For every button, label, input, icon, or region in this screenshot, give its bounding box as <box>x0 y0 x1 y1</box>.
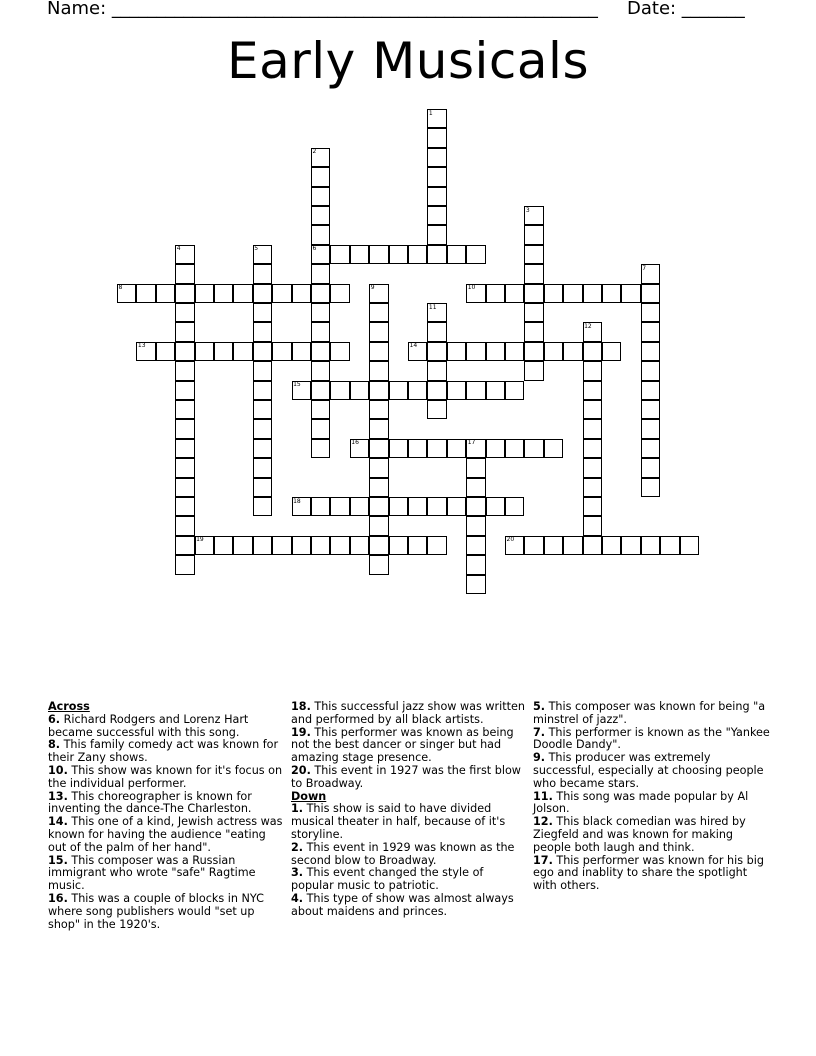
grid-cell[interactable] <box>408 497 427 516</box>
grid-cell[interactable] <box>389 245 408 264</box>
grid-cell[interactable] <box>563 342 582 361</box>
clue-text: This performer is known as the "Yankee Doodle Dandy". <box>533 725 770 752</box>
grid-cell[interactable] <box>175 419 194 438</box>
grid-cell[interactable] <box>602 536 621 555</box>
grid-cell[interactable] <box>524 536 543 555</box>
grid-cell[interactable] <box>427 245 446 264</box>
clue-text: This choreographer is known for inventing the dance-The Charleston. <box>48 789 252 816</box>
grid-cell[interactable] <box>330 497 349 516</box>
grid-cell[interactable] <box>253 419 272 438</box>
grid-cell[interactable] <box>369 245 388 264</box>
grid-cell[interactable] <box>253 322 272 341</box>
clue-item <box>291 867 529 893</box>
clue-text: This producer was extremely successful, especially at choosing people who became stars. <box>533 751 764 790</box>
clue-number-label: 20 <box>506 536 515 544</box>
grid-cell[interactable] <box>641 381 660 400</box>
grid-cell[interactable] <box>369 439 388 458</box>
grid-cell[interactable] <box>505 342 524 361</box>
grid-cell[interactable] <box>253 439 272 458</box>
grid-cell[interactable] <box>486 284 505 303</box>
clue-item <box>533 727 771 753</box>
grid-cell[interactable] <box>175 284 194 303</box>
clue-item <box>48 714 286 740</box>
clue-number: 13. <box>48 789 68 803</box>
grid-cell[interactable] <box>621 536 640 555</box>
grid-cell[interactable] <box>253 400 272 419</box>
grid-cell[interactable] <box>583 342 602 361</box>
grid-cell[interactable] <box>175 536 194 555</box>
grid-cell[interactable] <box>311 400 330 419</box>
grid-cell[interactable] <box>272 284 291 303</box>
clue-text: This show was known for it's focus on the individual performer. <box>48 763 283 790</box>
grid-cell[interactable] <box>427 128 446 147</box>
grid-cell[interactable] <box>350 245 369 264</box>
grid-cell[interactable] <box>427 536 446 555</box>
grid-cell[interactable] <box>311 167 330 186</box>
grid-cell[interactable] <box>369 419 388 438</box>
grid-cell[interactable] <box>292 536 311 555</box>
grid-cell[interactable] <box>175 342 194 361</box>
grid-cell[interactable] <box>621 284 640 303</box>
grid-cell[interactable] <box>486 342 505 361</box>
clue-number-label: 6 <box>312 245 317 253</box>
clue-number: 8. <box>48 738 61 752</box>
grid-cell[interactable] <box>233 536 252 555</box>
grid-cell[interactable] <box>524 245 543 264</box>
grid-cell[interactable] <box>369 478 388 497</box>
clue-number: 3. <box>291 866 304 880</box>
clue-number-label: 8 <box>118 284 123 292</box>
puzzle-title: Early Musicals <box>226 32 589 90</box>
clue-text: This family comedy act was known for their Zany shows. <box>48 738 279 765</box>
clue-number-label: 11 <box>428 303 437 311</box>
clue-number-label: 16 <box>351 439 359 447</box>
grid-cell[interactable] <box>195 342 214 361</box>
grid-cell[interactable] <box>583 419 602 438</box>
clue-number: 2. <box>291 840 304 854</box>
grid-cell[interactable] <box>233 284 252 303</box>
grid-cell[interactable] <box>214 536 233 555</box>
date-field: Date: _______ <box>627 0 745 19</box>
clue-number-label: 17 <box>467 439 476 447</box>
grid-cell[interactable] <box>156 342 175 361</box>
grid-cell[interactable] <box>253 284 272 303</box>
grid-cell[interactable] <box>389 536 408 555</box>
grid-cell[interactable] <box>544 342 563 361</box>
clue-number: 18. <box>291 700 311 713</box>
clue-number: 12. <box>533 815 553 829</box>
clue-text: This composer was a Russian immigrant who wrote "safe" Ragtime music. <box>48 853 256 893</box>
grid-cell[interactable] <box>311 187 330 206</box>
grid-cell[interactable] <box>583 439 602 458</box>
grid-cell[interactable] <box>641 400 660 419</box>
clue-item <box>291 701 529 727</box>
grid-cell[interactable] <box>330 245 349 264</box>
grid-cell[interactable] <box>175 458 194 477</box>
grid-cell[interactable] <box>292 342 311 361</box>
clue-number-label: 2 <box>312 148 317 156</box>
clue-item <box>533 816 771 854</box>
clue-number: 10. <box>48 763 68 777</box>
clue-item <box>48 765 286 791</box>
grid-cell[interactable] <box>330 284 349 303</box>
grid-cell[interactable] <box>408 245 427 264</box>
clue-text: This composer was known for being "a minstrel of jazz". <box>533 700 766 726</box>
clue-number: 15. <box>48 853 68 867</box>
grid-cell[interactable] <box>175 361 194 380</box>
clue-item <box>291 727 529 765</box>
grid-cell[interactable] <box>466 555 485 574</box>
clue-number: 1. <box>291 802 304 816</box>
grid-cell[interactable] <box>466 478 485 497</box>
grid-cell[interactable] <box>427 342 446 361</box>
grid-cell[interactable] <box>524 264 543 283</box>
grid-cell[interactable] <box>563 536 582 555</box>
grid-cell[interactable] <box>466 497 485 516</box>
clue-text: This type of show was almost always about maidens and princes. <box>291 891 514 918</box>
grid-cell[interactable] <box>253 342 272 361</box>
grid-cell[interactable] <box>563 284 582 303</box>
clue-number: 17. <box>533 853 553 867</box>
grid-cell[interactable] <box>524 361 543 380</box>
grid-cell[interactable] <box>311 322 330 341</box>
clue-item <box>48 893 286 931</box>
grid-cell[interactable] <box>427 361 446 380</box>
clue-number-label: 5 <box>254 245 259 253</box>
clue-item <box>291 765 529 791</box>
clue-number-label: 7 <box>642 264 647 272</box>
grid-cell[interactable] <box>214 284 233 303</box>
grid-cell[interactable] <box>486 439 505 458</box>
grid-cell[interactable] <box>583 361 602 380</box>
grid-cell[interactable] <box>524 303 543 322</box>
clue-text: This performer was known as being not the best dancer or singer but had amazing stage presence. <box>291 725 514 765</box>
grid-cell[interactable] <box>544 439 563 458</box>
grid-cell[interactable] <box>369 400 388 419</box>
grid-cell[interactable] <box>175 264 194 283</box>
grid-cell[interactable] <box>524 225 543 244</box>
clue-number-label: 15 <box>293 381 301 389</box>
grid-cell[interactable] <box>369 361 388 380</box>
grid-cell[interactable] <box>602 284 621 303</box>
clues-column-2 <box>291 701 529 919</box>
grid-cell[interactable] <box>427 225 446 244</box>
clue-text: This event in 1927 was the first blow to Broadway. <box>291 763 521 790</box>
grid-cell[interactable] <box>253 478 272 497</box>
grid-cell[interactable] <box>544 536 563 555</box>
clue-number-label: 10 <box>467 284 476 292</box>
grid-cell[interactable] <box>311 536 330 555</box>
grid-cell[interactable] <box>408 439 427 458</box>
grid-cell[interactable] <box>427 167 446 186</box>
grid-cell[interactable] <box>524 342 543 361</box>
grid-cell[interactable] <box>524 439 543 458</box>
grid-cell[interactable] <box>369 555 388 574</box>
grid-cell[interactable] <box>583 458 602 477</box>
grid-cell[interactable] <box>311 264 330 283</box>
clue-item <box>48 791 286 817</box>
grid-cell[interactable] <box>175 555 194 574</box>
grid-cell[interactable] <box>389 381 408 400</box>
clue-item <box>533 855 771 893</box>
grid-cell[interactable] <box>447 497 466 516</box>
grid-cell[interactable] <box>253 381 272 400</box>
grid-cell[interactable] <box>583 284 602 303</box>
clue-item <box>48 816 286 854</box>
grid-cell[interactable] <box>641 361 660 380</box>
grid-cell[interactable] <box>311 381 330 400</box>
grid-cell[interactable] <box>505 381 524 400</box>
clues-column-3 <box>533 701 771 893</box>
clue-number: 16. <box>48 891 68 905</box>
grid-cell[interactable] <box>641 478 660 497</box>
grid-cell[interactable] <box>466 575 485 594</box>
grid-cell[interactable] <box>447 342 466 361</box>
grid-cell[interactable] <box>602 342 621 361</box>
grid-cell[interactable] <box>175 497 194 516</box>
clue-number-label: 3 <box>525 206 530 214</box>
clue-number-label: 1 <box>428 109 433 117</box>
grid-cell[interactable] <box>583 497 602 516</box>
grid-cell[interactable] <box>641 303 660 322</box>
grid-cell[interactable] <box>369 516 388 535</box>
clue-number: 6. <box>48 712 61 726</box>
clue-number-label: 4 <box>176 245 181 253</box>
clue-text: This event changed the style of popular music to patriotic. <box>291 866 484 893</box>
grid-cell[interactable] <box>311 439 330 458</box>
grid-cell[interactable] <box>486 381 505 400</box>
grid-cell[interactable] <box>253 303 272 322</box>
grid-cell[interactable] <box>272 342 291 361</box>
clue-item <box>48 739 286 765</box>
clue-text: This event in 1929 was known as the second blow to Broadway. <box>291 840 515 867</box>
clue-text: This was a couple of blocks in NYC where song publishers would "set up shop" in the 1920's. <box>48 891 264 931</box>
grid-cell[interactable] <box>544 284 563 303</box>
grid-cell[interactable] <box>427 439 446 458</box>
grid-cell[interactable] <box>311 225 330 244</box>
grid-cell[interactable] <box>311 206 330 225</box>
grid-cell[interactable] <box>253 264 272 283</box>
clue-item <box>291 842 529 868</box>
grid-cell[interactable] <box>369 458 388 477</box>
grid-cell[interactable] <box>156 284 175 303</box>
grid-cell[interactable] <box>641 322 660 341</box>
grid-cell[interactable] <box>330 536 349 555</box>
clue-item <box>533 701 771 727</box>
grid-cell[interactable] <box>583 381 602 400</box>
grid-cell[interactable] <box>427 400 446 419</box>
clue-section-heading: Across <box>48 700 90 713</box>
clue-number: 19. <box>291 725 311 739</box>
clue-section-heading: Down <box>291 789 327 803</box>
grid-cell[interactable] <box>369 322 388 341</box>
grid-cell[interactable] <box>427 497 446 516</box>
grid-cell[interactable] <box>175 303 194 322</box>
grid-cell[interactable] <box>524 322 543 341</box>
grid-cell[interactable] <box>253 361 272 380</box>
grid-cell[interactable] <box>214 342 233 361</box>
clue-item <box>533 791 771 817</box>
clue-number-label: 14 <box>409 342 418 350</box>
grid-cell[interactable] <box>583 536 602 555</box>
grid-cell[interactable] <box>641 284 660 303</box>
clue-text: Richard Rodgers and Lorenz Hart became successful with this song. <box>48 712 249 739</box>
grid-cell[interactable] <box>486 497 505 516</box>
grid-cell[interactable] <box>195 284 214 303</box>
clue-number: 20. <box>291 763 311 777</box>
grid-cell[interactable] <box>233 342 252 361</box>
clue-item <box>291 803 529 841</box>
grid-cell[interactable] <box>408 381 427 400</box>
grid-cell[interactable] <box>505 439 524 458</box>
clue-text: This performer was known for his big ego and inablity to share the spotlight with others. <box>533 853 764 893</box>
grid-cell[interactable] <box>311 342 330 361</box>
clue-item <box>533 752 771 790</box>
clue-item <box>48 855 286 893</box>
grid-cell[interactable] <box>505 497 524 516</box>
clue-number: 7. <box>533 725 546 739</box>
clue-number-label: 12 <box>584 322 592 330</box>
grid-cell[interactable] <box>427 187 446 206</box>
grid-cell[interactable] <box>641 419 660 438</box>
clue-text: This black comedian was hired by Ziegfeld and was known for making people both laugh and think. <box>533 815 746 854</box>
grid-cell[interactable] <box>330 381 349 400</box>
grid-cell[interactable] <box>427 206 446 225</box>
grid-cell[interactable] <box>311 361 330 380</box>
grid-cell[interactable] <box>272 536 291 555</box>
clue-number-label: 18 <box>293 497 301 505</box>
clue-text: This show is said to have divided musical theater in half, because of it's storyline. <box>291 802 506 841</box>
grid-cell[interactable] <box>427 148 446 167</box>
grid-cell[interactable] <box>466 342 485 361</box>
grid-cell[interactable] <box>505 284 524 303</box>
grid-cell[interactable] <box>447 381 466 400</box>
grid-cell[interactable] <box>641 458 660 477</box>
grid-cell[interactable] <box>369 536 388 555</box>
grid-cell[interactable] <box>641 439 660 458</box>
clue-number-label: 19 <box>196 536 204 544</box>
grid-cell[interactable] <box>583 478 602 497</box>
grid-cell[interactable] <box>427 381 446 400</box>
clue-item <box>291 893 529 919</box>
grid-cell[interactable] <box>350 381 369 400</box>
grid-cell[interactable] <box>292 284 311 303</box>
grid-cell[interactable] <box>466 458 485 477</box>
grid-cell[interactable] <box>389 497 408 516</box>
grid-cell[interactable] <box>253 536 272 555</box>
grid-cell[interactable] <box>389 439 408 458</box>
clue-text: This song was made popular by Al Jolson. <box>533 789 749 816</box>
grid-cell[interactable] <box>175 478 194 497</box>
grid-cell[interactable] <box>253 458 272 477</box>
clue-number: 14. <box>48 815 68 829</box>
grid-cell[interactable] <box>583 400 602 419</box>
clues-column-1 <box>48 701 286 931</box>
grid-cell[interactable] <box>311 303 330 322</box>
clue-number: 5. <box>533 700 546 713</box>
name-field: Name: ______________________________________________________ <box>47 0 598 19</box>
grid-cell[interactable] <box>311 419 330 438</box>
grid-cell[interactable] <box>466 536 485 555</box>
grid-cell[interactable] <box>369 303 388 322</box>
grid-cell[interactable] <box>136 284 155 303</box>
grid-cell[interactable] <box>253 497 272 516</box>
grid-cell[interactable] <box>680 536 699 555</box>
grid-cell[interactable] <box>330 342 349 361</box>
grid-cell[interactable] <box>369 381 388 400</box>
clue-text: This successful jazz show was written and performed by all black artists. <box>291 700 525 726</box>
grid-cell[interactable] <box>175 381 194 400</box>
grid-cell[interactable] <box>311 497 330 516</box>
grid-cell[interactable] <box>175 439 194 458</box>
grid-cell[interactable] <box>175 516 194 535</box>
grid-cell[interactable] <box>583 516 602 535</box>
grid-cell[interactable] <box>641 342 660 361</box>
clue-number: 9. <box>533 751 546 765</box>
grid-cell[interactable] <box>641 536 660 555</box>
grid-cell[interactable] <box>660 536 679 555</box>
clue-number-label: 13 <box>137 342 146 350</box>
clue-number: 4. <box>291 891 304 905</box>
grid-cell[interactable] <box>466 381 485 400</box>
grid-cell[interactable] <box>350 536 369 555</box>
grid-cell[interactable] <box>466 245 485 264</box>
grid-cell[interactable] <box>175 400 194 419</box>
grid-cell[interactable] <box>447 245 466 264</box>
grid-cell[interactable] <box>350 497 369 516</box>
clue-number-label: 9 <box>370 284 375 292</box>
clue-text: This one of a kind, Jewish actress was known for having the audience "eating out of the palm of her hand". <box>48 815 283 854</box>
grid-cell[interactable] <box>408 536 427 555</box>
clue-number: 11. <box>533 789 553 803</box>
grid-cell[interactable] <box>466 516 485 535</box>
grid-cell[interactable] <box>311 284 330 303</box>
grid-cell[interactable] <box>447 439 466 458</box>
grid-cell[interactable] <box>524 284 543 303</box>
grid-cell[interactable] <box>175 322 194 341</box>
grid-cell[interactable] <box>427 322 446 341</box>
grid-cell[interactable] <box>369 342 388 361</box>
grid-cell[interactable] <box>369 497 388 516</box>
